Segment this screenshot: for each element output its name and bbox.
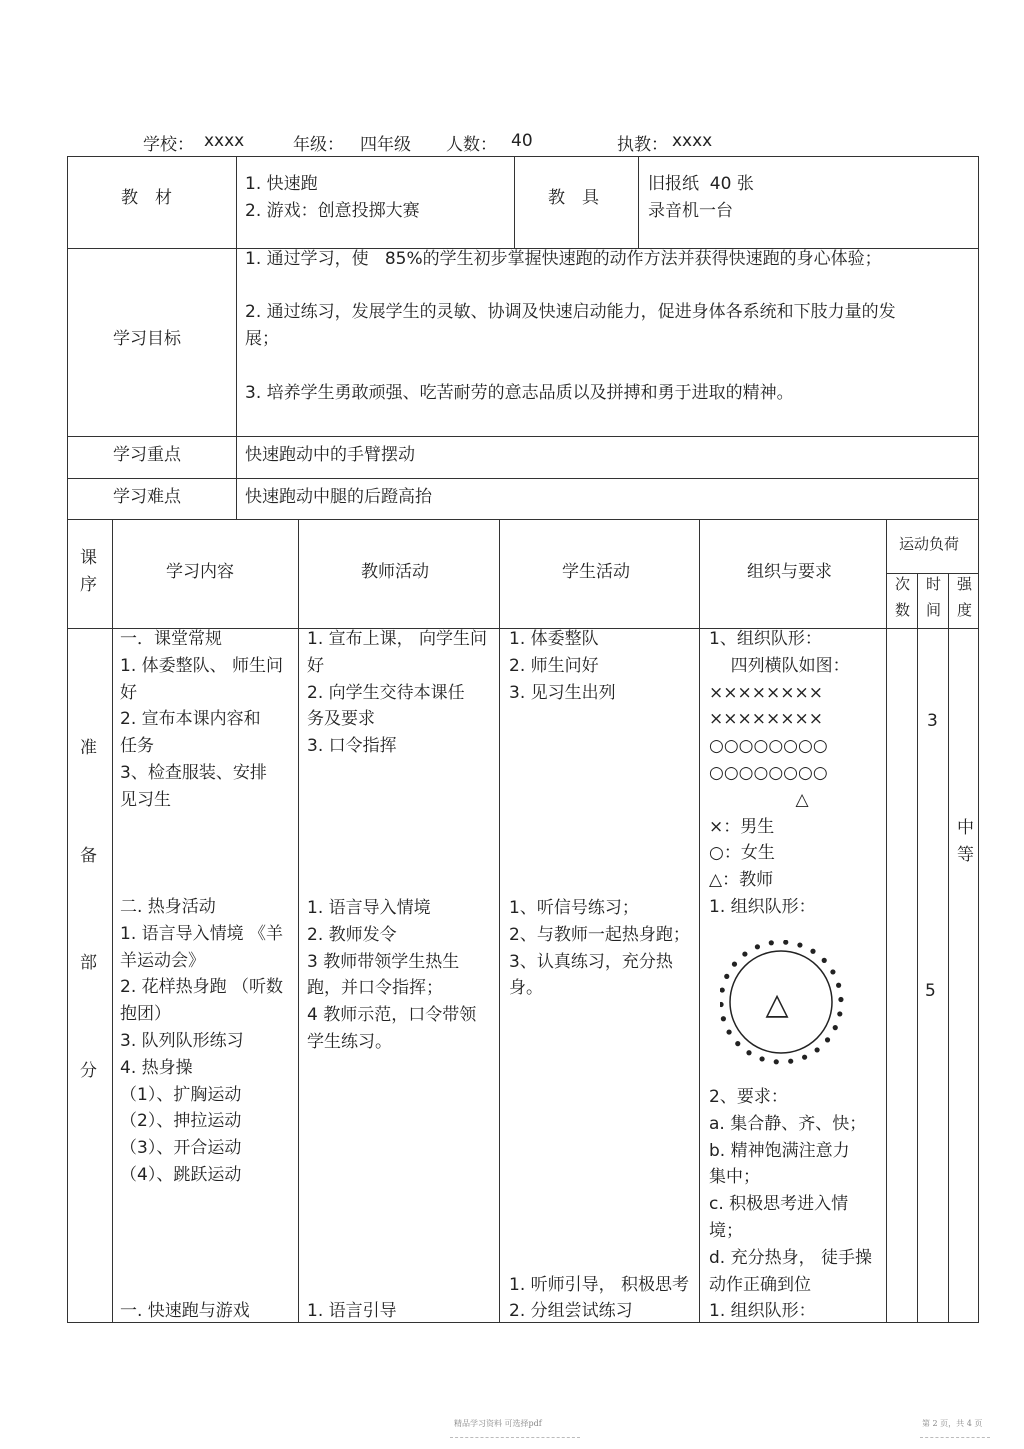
teacher-line: 4 教师示范，口令带领 (307, 1005, 477, 1026)
org-line: c. 积极思考进入情 (709, 1194, 849, 1215)
intensity-value-2: 等 (957, 845, 974, 865)
student-dot (720, 1002, 724, 1007)
count-value: 40 (511, 131, 533, 151)
count-label: 人数： (446, 135, 497, 155)
material-item-2: 2. 游戏：创意投掷大赛 (245, 201, 420, 221)
goals-label: 学习目标 (113, 329, 181, 349)
content-line: 抱团） (120, 1004, 171, 1025)
org-line: ○：女生 (709, 843, 775, 864)
student-line: 3、认真练习，充分热 (509, 951, 673, 972)
content-line: 1. 语言导入情境 《羊 (120, 923, 284, 944)
content-line: 一．课堂常规 (120, 629, 222, 649)
student-dot (838, 997, 843, 1002)
circle-formation-diagram (720, 940, 850, 1070)
org-line: 境； (709, 1221, 743, 1241)
footer-right: 第 2 页，共 4 页 (922, 1419, 983, 1428)
content-line: 见习生 (120, 789, 171, 810)
grade-label: 年级： (293, 135, 344, 155)
teacher-line: 学生练习。 (307, 1032, 392, 1052)
teacher-line: 2. 教师发令 (307, 924, 397, 945)
difficulty-label: 学习难点 (113, 487, 181, 507)
org-line: ○○○○○○○○ (709, 736, 828, 757)
goal-2b: 展； (245, 329, 279, 349)
org-line: △：教师 (709, 870, 774, 891)
student-line: 身。 (509, 978, 543, 999)
student-dot (726, 1029, 731, 1034)
content-line: （2）、抻拉运动 (120, 1111, 242, 1132)
student-last-2: 2. 分组尝试练习 (509, 1301, 633, 1321)
student-dot (735, 1041, 740, 1046)
org-line: b. 精神饱满注意力 (709, 1140, 850, 1161)
student-dot (720, 987, 725, 992)
teacher-line: 3 教师带领学生热生 (307, 951, 460, 972)
school-label: 学校： (143, 135, 194, 155)
equipment-item-2: 录音机一台 (648, 201, 733, 221)
student-dot (836, 983, 841, 988)
head-times-1: 次 (895, 575, 911, 593)
student-dot (746, 1050, 751, 1055)
teacher-line: 2. 向学生交待本课任 (307, 682, 465, 703)
student-dot (783, 940, 788, 945)
org-line: 集中； (709, 1167, 760, 1188)
org-line: ×××××××× (709, 682, 823, 703)
student-dot (769, 940, 774, 945)
content-last: 一. 快速跑与游戏 (120, 1301, 250, 1321)
focus-value: 快速跑动中的手臂摆动 (245, 445, 415, 465)
head-org: 组织与要求 (747, 562, 832, 582)
teacher-line: 务及要求 (307, 709, 375, 730)
content-line: 任务 (120, 736, 154, 757)
teacher-line: 1. 宣布上课， 向学生问 (307, 629, 488, 649)
section-char-2: 备 (80, 846, 97, 866)
head-intensity-1: 强 (957, 575, 973, 593)
student-dot (755, 944, 760, 949)
section-char-3: 部 (80, 953, 97, 973)
head-seq-1: 课 (80, 548, 97, 568)
content-line: 4. 热身操 (120, 1057, 193, 1078)
teacher-line: 跑，并口令指挥； (307, 978, 443, 999)
student-dot (825, 1037, 830, 1042)
content-line: （3）、开合运动 (120, 1138, 242, 1159)
head-duration-1: 时 (926, 575, 942, 593)
student-dot (759, 1056, 764, 1061)
content-line: 好 (120, 682, 137, 703)
teacher-line: 3. 口令指挥 (307, 736, 397, 757)
head-content: 学习内容 (166, 562, 234, 582)
student-line: 3. 见习生出列 (509, 682, 616, 703)
content-line: （4）、跳跃运动 (120, 1165, 242, 1185)
head-intensity-2: 度 (957, 601, 973, 619)
org-line: ×：男生 (709, 816, 775, 837)
head-load: 运动负荷 (899, 535, 960, 553)
student-line: 1、听信号练习； (509, 898, 639, 918)
student-dot (815, 1047, 820, 1052)
goal-3: 3. 培养学生勇敢顽强、吃苦耐劳的意志品质以及拼搏和勇于进取的精神。 (245, 383, 794, 403)
student-dot (837, 1011, 842, 1016)
student-dot (732, 962, 737, 967)
section-char-4: 分 (80, 1061, 97, 1081)
student-dot (742, 951, 747, 956)
material-item-1: 1. 快速跑 (245, 174, 318, 194)
student-line: 2. 师生问好 (509, 655, 599, 676)
student-dot (774, 1059, 779, 1064)
student-dot (810, 949, 815, 954)
head-times-2: 数 (895, 601, 911, 619)
org-line: 1. 组织队形： (709, 1301, 816, 1322)
teacher-line: 好 (307, 655, 324, 676)
student-dot (788, 1059, 793, 1064)
student-line: 2、与教师一起热身跑； (509, 924, 690, 945)
student-dot (721, 1016, 726, 1021)
content-line: 羊运动会》 (120, 950, 205, 971)
teacher-value: xxxx (672, 131, 713, 151)
org-line: 1、组织队形： (709, 629, 822, 649)
student-line: 1. 体委整队 (509, 629, 599, 649)
org-line: ×××××××× (709, 709, 823, 730)
content-line: 2. 宣布本课内容和 (120, 709, 261, 730)
teacher-line: 1. 语言导入情境 (307, 898, 431, 918)
goal-2a: 2. 通过练习，发展学生的灵敏、协调及快速启动能力，促进身体各系统和下肢力量的发 (245, 302, 896, 322)
school-value: xxxx (204, 131, 245, 151)
org-line: a. 集合静、齐、快； (709, 1113, 867, 1134)
content-line: （1）、扩胸运动 (120, 1084, 242, 1105)
time-value-1: 3 (927, 711, 938, 731)
content-line: 3. 队列队形练习 (120, 1031, 244, 1051)
intensity-value-1: 中 (957, 818, 974, 838)
head-student: 学生活动 (562, 562, 630, 582)
org-line: 1. 组织队形： (709, 897, 816, 917)
content-line: 二. 热身活动 (120, 897, 216, 917)
difficulty-value: 快速跑动中腿的后蹬高抬 (245, 487, 432, 507)
equipment-label: 教 具 (548, 188, 599, 208)
teacher-last: 1. 语言引导 (307, 1301, 397, 1321)
student-dot (833, 1025, 838, 1030)
org-line: 四列横队如图： (709, 655, 850, 676)
time-value-2: 5 (925, 981, 936, 1001)
org-line: 2、要求： (709, 1087, 788, 1107)
student-last-1: 1. 听师引导， 积极思考 (509, 1275, 690, 1295)
goal-1: 1. 通过学习，使 85%的学生初步掌握快速跑的动作方法并获得快速跑的身心体验； (245, 249, 882, 269)
student-dot (822, 958, 827, 963)
content-line: 2. 花样热身跑 （听数 (120, 977, 284, 998)
content-line: 3、检查服装、安排 (120, 763, 267, 783)
teacher-label: 执教： (617, 135, 668, 155)
student-dot (797, 942, 802, 947)
student-dot (724, 974, 729, 979)
org-line: △ (709, 789, 809, 810)
material-label: 教 材 (121, 188, 172, 208)
focus-label: 学习重点 (113, 445, 181, 465)
org-line: ○○○○○○○○ (709, 763, 828, 783)
org-line: 动作正确到位 (709, 1274, 811, 1295)
head-teacher: 教师活动 (361, 562, 429, 582)
teacher-triangle-icon: △ (765, 987, 789, 1022)
head-seq-2: 序 (80, 575, 97, 595)
student-dot (802, 1055, 807, 1060)
grade-value: 四年级 (360, 135, 411, 155)
org-line: d. 充分热身， 徒手操 (709, 1247, 873, 1268)
head-duration-2: 间 (926, 601, 942, 619)
equipment-item-1: 旧报纸 40 张 (648, 174, 754, 194)
student-dot (830, 969, 835, 974)
section-char-1: 准 (80, 738, 97, 758)
footer-left: 精品学习资料 可选择pdf (454, 1419, 542, 1428)
content-line: 1. 体委整队、 师生问 (120, 655, 284, 676)
